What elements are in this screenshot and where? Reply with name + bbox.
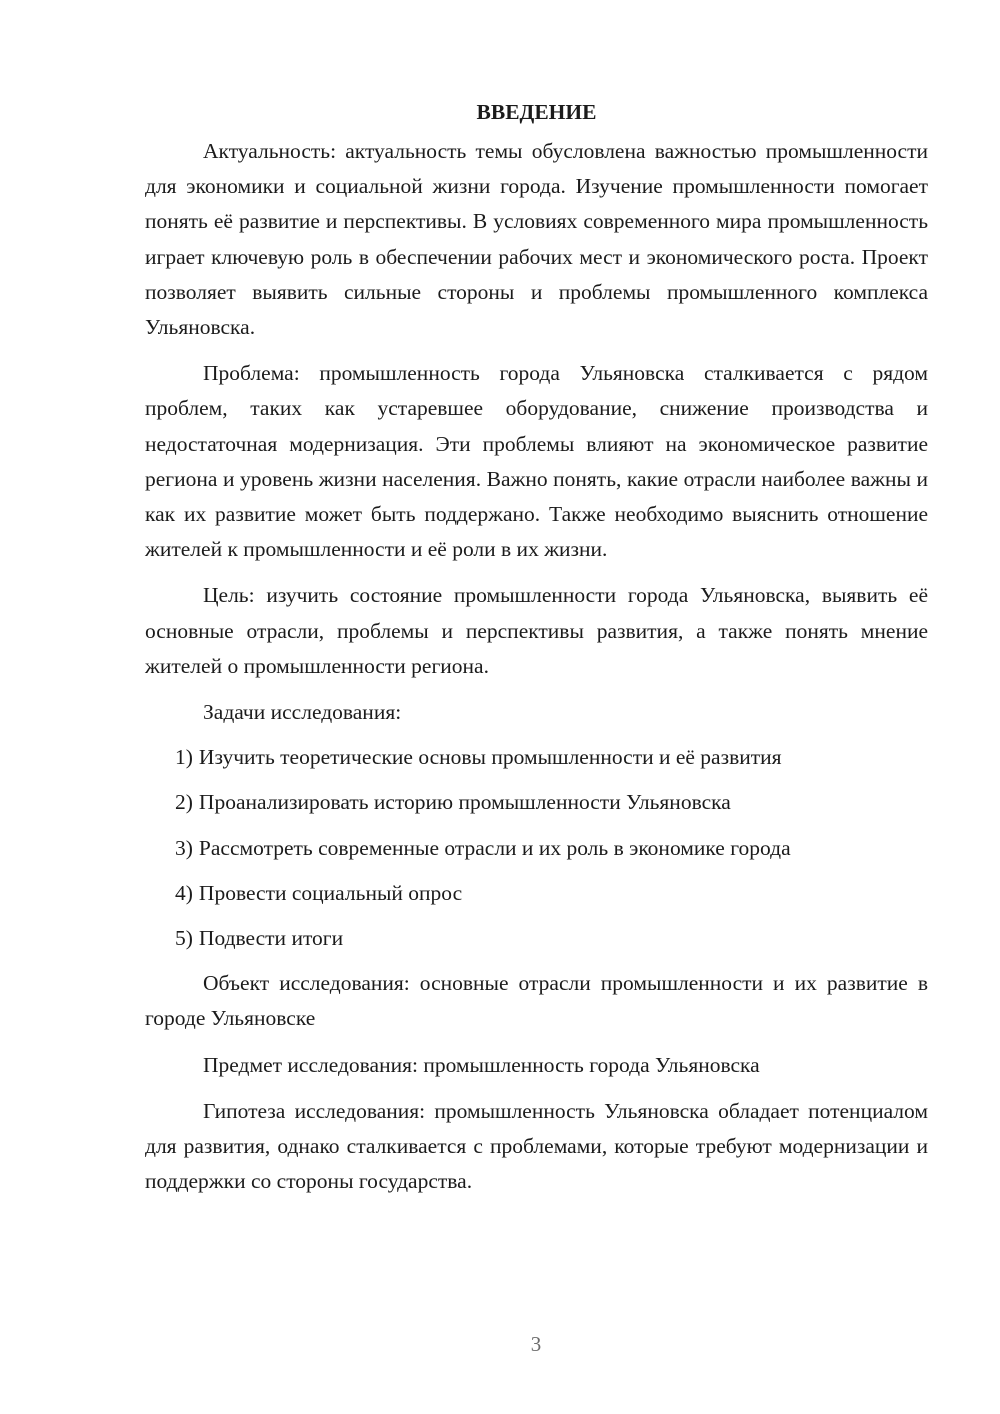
tasks-heading: Задачи исследования: bbox=[203, 700, 402, 725]
page-number: 3 bbox=[530, 1332, 542, 1356]
page-title: ВВЕДЕНИЕ bbox=[476, 100, 597, 124]
list-item-text: Рассмотреть современные отрасли и их роль в экономике города bbox=[198, 835, 791, 860]
paragraph-problem: Проблема: промышленность города Ульяновска сталкивается с рядом проблем, таких как устаревшее оборудование, снижение производства и недостаточная модернизация. Эти проблемы влияют на экономическое развитие региона и уровень жизни населения. Важно понять, какие отрасли наиболее важны и как их развитие может быть поддержано. Также необходимо выяснить отношение жителей к промышленности и её роли в их жизни. bbox=[145, 361, 928, 562]
document-body bbox=[145, 96, 928, 1210]
paragraph-subject: Предмет исследования: промышленность города Ульяновска bbox=[203, 1052, 760, 1077]
list-item-number: 4) bbox=[175, 880, 193, 905]
list-item-text: Изучить теоретические основы промышленности и её развития bbox=[198, 745, 782, 770]
list-item-text: Подвести итоги bbox=[198, 926, 344, 951]
list-item bbox=[145, 831, 928, 866]
list-item-number: 2) bbox=[175, 790, 193, 815]
list-item-number: 1) bbox=[175, 745, 193, 770]
list-item bbox=[145, 921, 928, 956]
list-item bbox=[145, 876, 928, 911]
list-item-text: Проанализировать историю промышленности Ульяновска bbox=[198, 790, 731, 815]
list-item bbox=[145, 785, 928, 820]
paragraph-goal: Цель: изучить состояние промышленности города Ульяновска, выявить её основные отрасли, проблемы и перспективы развития, а также понять мнение жителей о промышленности региона. bbox=[145, 583, 928, 678]
list-item bbox=[145, 740, 928, 775]
paragraph-hypothesis: Гипотеза исследования: промышленность Ульяновска обладает потенциалом для развития, однако сталкивается с проблемами, которые требуют модернизации и поддержки со стороны государства. bbox=[145, 1098, 928, 1194]
list-item-text: Провести социальный опрос bbox=[198, 880, 463, 905]
tasks-list bbox=[145, 740, 928, 956]
paragraph-object: Объект исследования: основные отрасли промышленности и их развитие в городе Ульяновске bbox=[145, 971, 928, 1031]
list-item-number: 5) bbox=[175, 926, 193, 951]
paragraph-relevance: Актуальность: актуальность темы обусловлена важностью промышленности для экономики и социальной жизни города. Изучение промышленности помогает понять её развитие и перспективы. В условиях современного мира промышленность играет ключевую роль в обеспечении рабочих мест и экономического роста. Проект позволяет выявить сильные стороны и проблемы промышленного комплекса Ульяновска. bbox=[145, 139, 928, 340]
list-item-number: 3) bbox=[175, 835, 193, 860]
